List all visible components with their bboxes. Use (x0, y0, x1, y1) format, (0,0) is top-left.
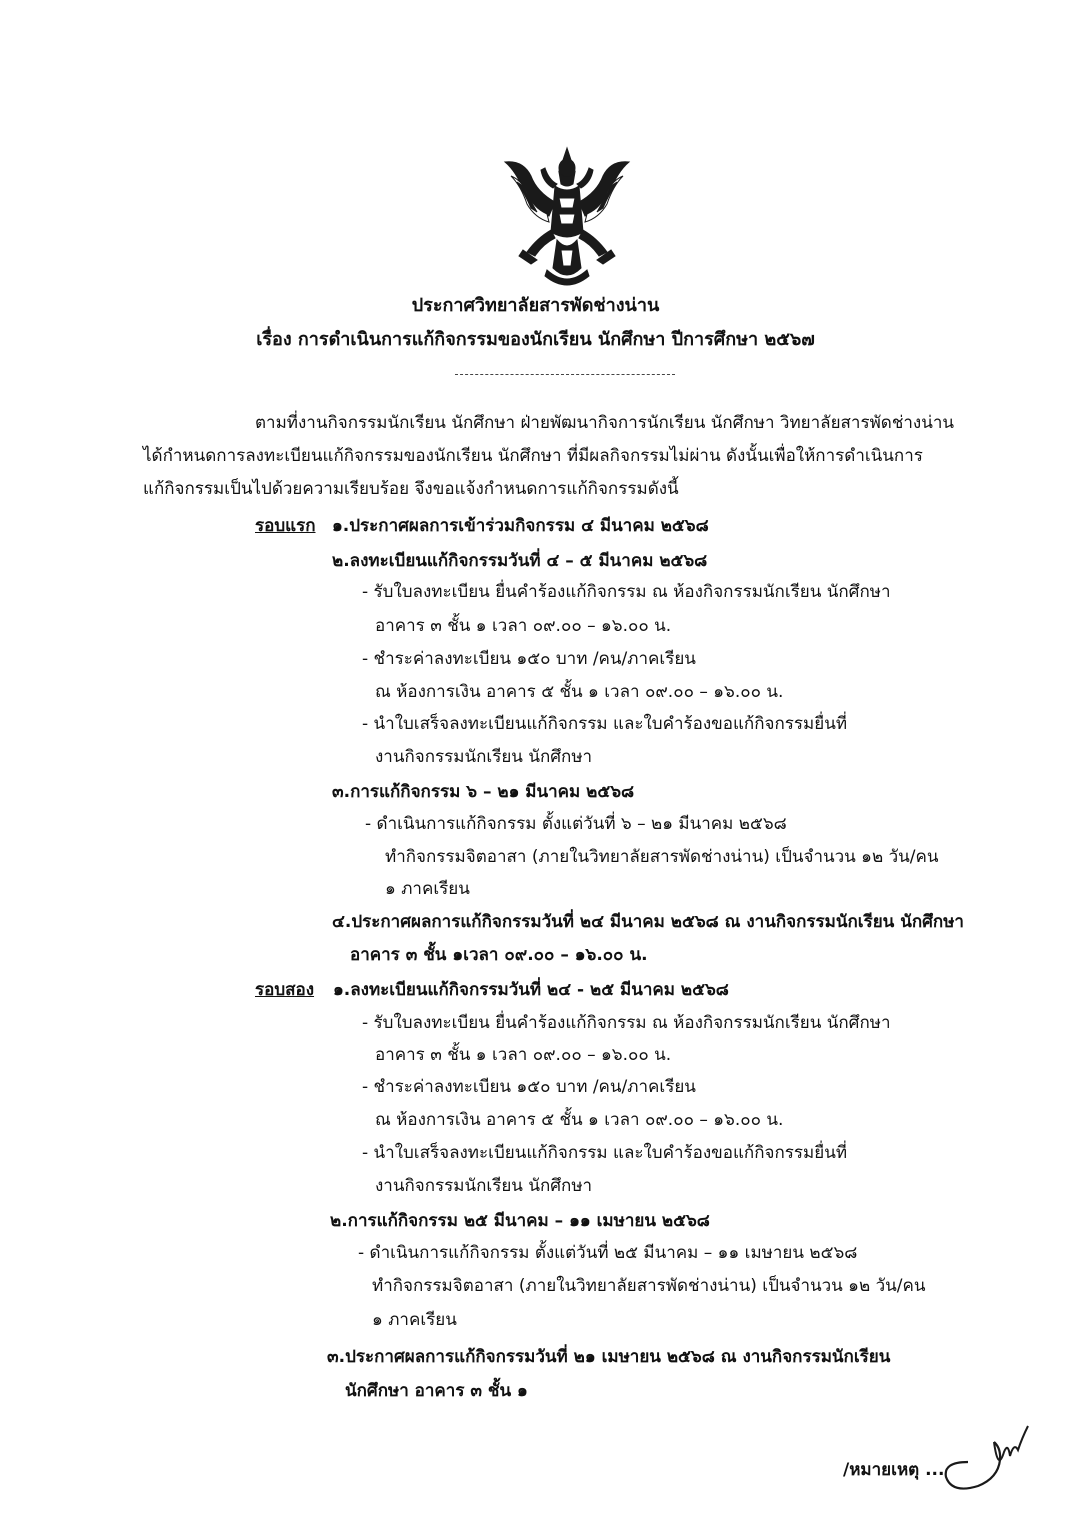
round2-item2-bullet1c: ๑ ภาคเรียน (372, 1310, 457, 1330)
round2-item2-bullet1a: - ดำเนินการแก้กิจกรรม ตั้งแต่วันที่ ๒๕ มีนาคม – ๑๑ เมษายน ๒๕๖๘ (358, 1243, 858, 1263)
intro-line-2: ได้กำหนดการลงทะเบียนแก้กิจกรรมของนักเรียน นักศึกษา ที่มีผลกิจกรรมไม่ผ่าน ดังนั้นเพื่อให้การดำเนินการ (143, 446, 923, 466)
round1-item1: ๑.ประกาศผลการเข้าร่วมกิจกรรม ๔ มีนาคม ๒๕๖๘ (332, 516, 709, 536)
round2-item2: ๒.การแก้กิจกรรม ๒๕ มีนาคม – ๑๑ เมษายน ๒๕๖๘ (330, 1211, 710, 1231)
garuda-emblem-icon (497, 142, 637, 292)
round1-item2-bullet1a: - รับใบลงทะเบียน ยื่นคำร้องแก้กิจกรรม ณ ห้องกิจกรรมนักเรียน นักศึกษา (362, 582, 891, 602)
round1-item2-bullet3b: งานกิจกรรมนักเรียน นักศึกษา (375, 747, 593, 767)
round1-item2: ๒.ลงทะเบียนแก้กิจกรรมวันที่ ๔ – ๕ มีนาคม ๒๕๖๘ (332, 551, 708, 571)
intro-line-1: ตามที่งานกิจกรรมนักเรียน นักศึกษา ฝ่ายพัฒนากิจการนักเรียน นักศึกษา วิทยาลัยสารพัดช่างน่าน (255, 413, 955, 433)
round2-item2-bullet1b: ทำกิจกรรมจิตอาสา (ภายในวิทยาลัยสารพัดช่างน่าน) เป็นจำนวน ๑๒ วัน/คน (372, 1276, 926, 1296)
round2-item1-bullet3a: - นำใบเสร็จลงทะเบียนแก้กิจกรรม และใบคำร้องขอแก้กิจกรรมยื่นที่ (362, 1143, 848, 1163)
signature-icon (938, 1412, 1038, 1492)
round1-label: รอบแรก (255, 516, 316, 536)
round1-item2-bullet3a: - นำใบเสร็จลงทะเบียนแก้กิจกรรม และใบคำร้องขอแก้กิจกรรมยื่นที่ (362, 714, 848, 734)
round1-item3-bullet1a: - ดำเนินการแก้กิจกรรม ตั้งแต่วันที่ ๖ – ๒๑ มีนาคม ๒๕๖๘ (365, 814, 787, 834)
intro-paragraph (143, 407, 983, 506)
round1-item4a: ๔.ประกาศผลการแก้กิจกรรมวันที่ ๒๔ มีนาคม ๒๕๖๘ ณ งานกิจกรรมนักเรียน นักศึกษา (332, 912, 964, 932)
round1-item2-bullet2a: - ชำระค่าลงทะเบียน ๑๕๐ บาท /คน/ภาคเรียน (362, 649, 696, 669)
round2-item1-bullet2b: ณ ห้องการเงิน อาคาร ๕ ชั้น ๑ เวลา ๐๙.๐๐ – ๑๖.๐๐ น. (375, 1110, 784, 1130)
round1-item3-bullet1b: ทำกิจกรรมจิตอาสา (ภายในวิทยาลัยสารพัดช่างน่าน) เป็นจำนวน ๑๒ วัน/คน (385, 847, 939, 867)
round1-item4b: อาคาร ๓ ชั้น ๑เวลา ๐๙.๐๐ – ๑๖.๐๐ น. (350, 945, 648, 965)
round2-item1-bullet2a: - ชำระค่าลงทะเบียน ๑๕๐ บาท /คน/ภาคเรียน (362, 1077, 696, 1097)
round2-item1-bullet1b: อาคาร ๓ ชั้น ๑ เวลา ๐๙.๐๐ – ๑๖.๐๐ น. (375, 1045, 672, 1065)
title-divider (455, 374, 675, 375)
continuation-note: /หมายเหตุ ... (843, 1460, 945, 1480)
round2-item1-bullet3b: งานกิจกรรมนักเรียน นักศึกษา (375, 1176, 593, 1196)
round2-item1: ๑.ลงทะเบียนแก้กิจกรรมวันที่ ๒๔ - ๒๕ มีนาคม ๒๕๖๘ (333, 980, 729, 1000)
round2-label: รอบสอง (255, 980, 315, 1000)
round1-item3: ๓.การแก้กิจกรรม ๖ – ๒๑ มีนาคม ๒๕๖๘ (332, 782, 635, 802)
round1-item2-bullet1b: อาคาร ๓ ชั้น ๑ เวลา ๐๙.๐๐ – ๑๖.๐๐ น. (375, 616, 672, 636)
round2-item1-bullet1a: - รับใบลงทะเบียน ยื่นคำร้องแก้กิจกรรม ณ ห้องกิจกรรมนักเรียน นักศึกษา (362, 1013, 891, 1033)
round1-item3-bullet1c: ๑ ภาคเรียน (385, 879, 470, 899)
round2-item3a: ๓.ประกาศผลการแก้กิจกรรมวันที่ ๒๑ เมษายน ๒๕๖๘ ณ งานกิจกรรมนักเรียน (327, 1347, 891, 1367)
announcement-subject: เรื่อง การดำเนินการแก้กิจกรรมของนักเรียน นักศึกษา ปีการศึกษา ๒๕๖๗ (256, 329, 815, 350)
intro-line-3: แก้กิจกรรมเป็นไปด้วยความเรียบร้อย จึงขอแจ้งกำหนดการแก้กิจกรรมดังนี้ (143, 479, 679, 499)
announcement-title: ประกาศวิทยาลัยสารพัดช่างน่าน (411, 295, 660, 316)
round2-item3b: นักศึกษา อาคาร ๓ ชั้น ๑ (345, 1381, 528, 1401)
round1-item2-bullet2b: ณ ห้องการเงิน อาคาร ๕ ชั้น ๑ เวลา ๐๙.๐๐ – ๑๖.๐๐ น. (375, 682, 784, 702)
